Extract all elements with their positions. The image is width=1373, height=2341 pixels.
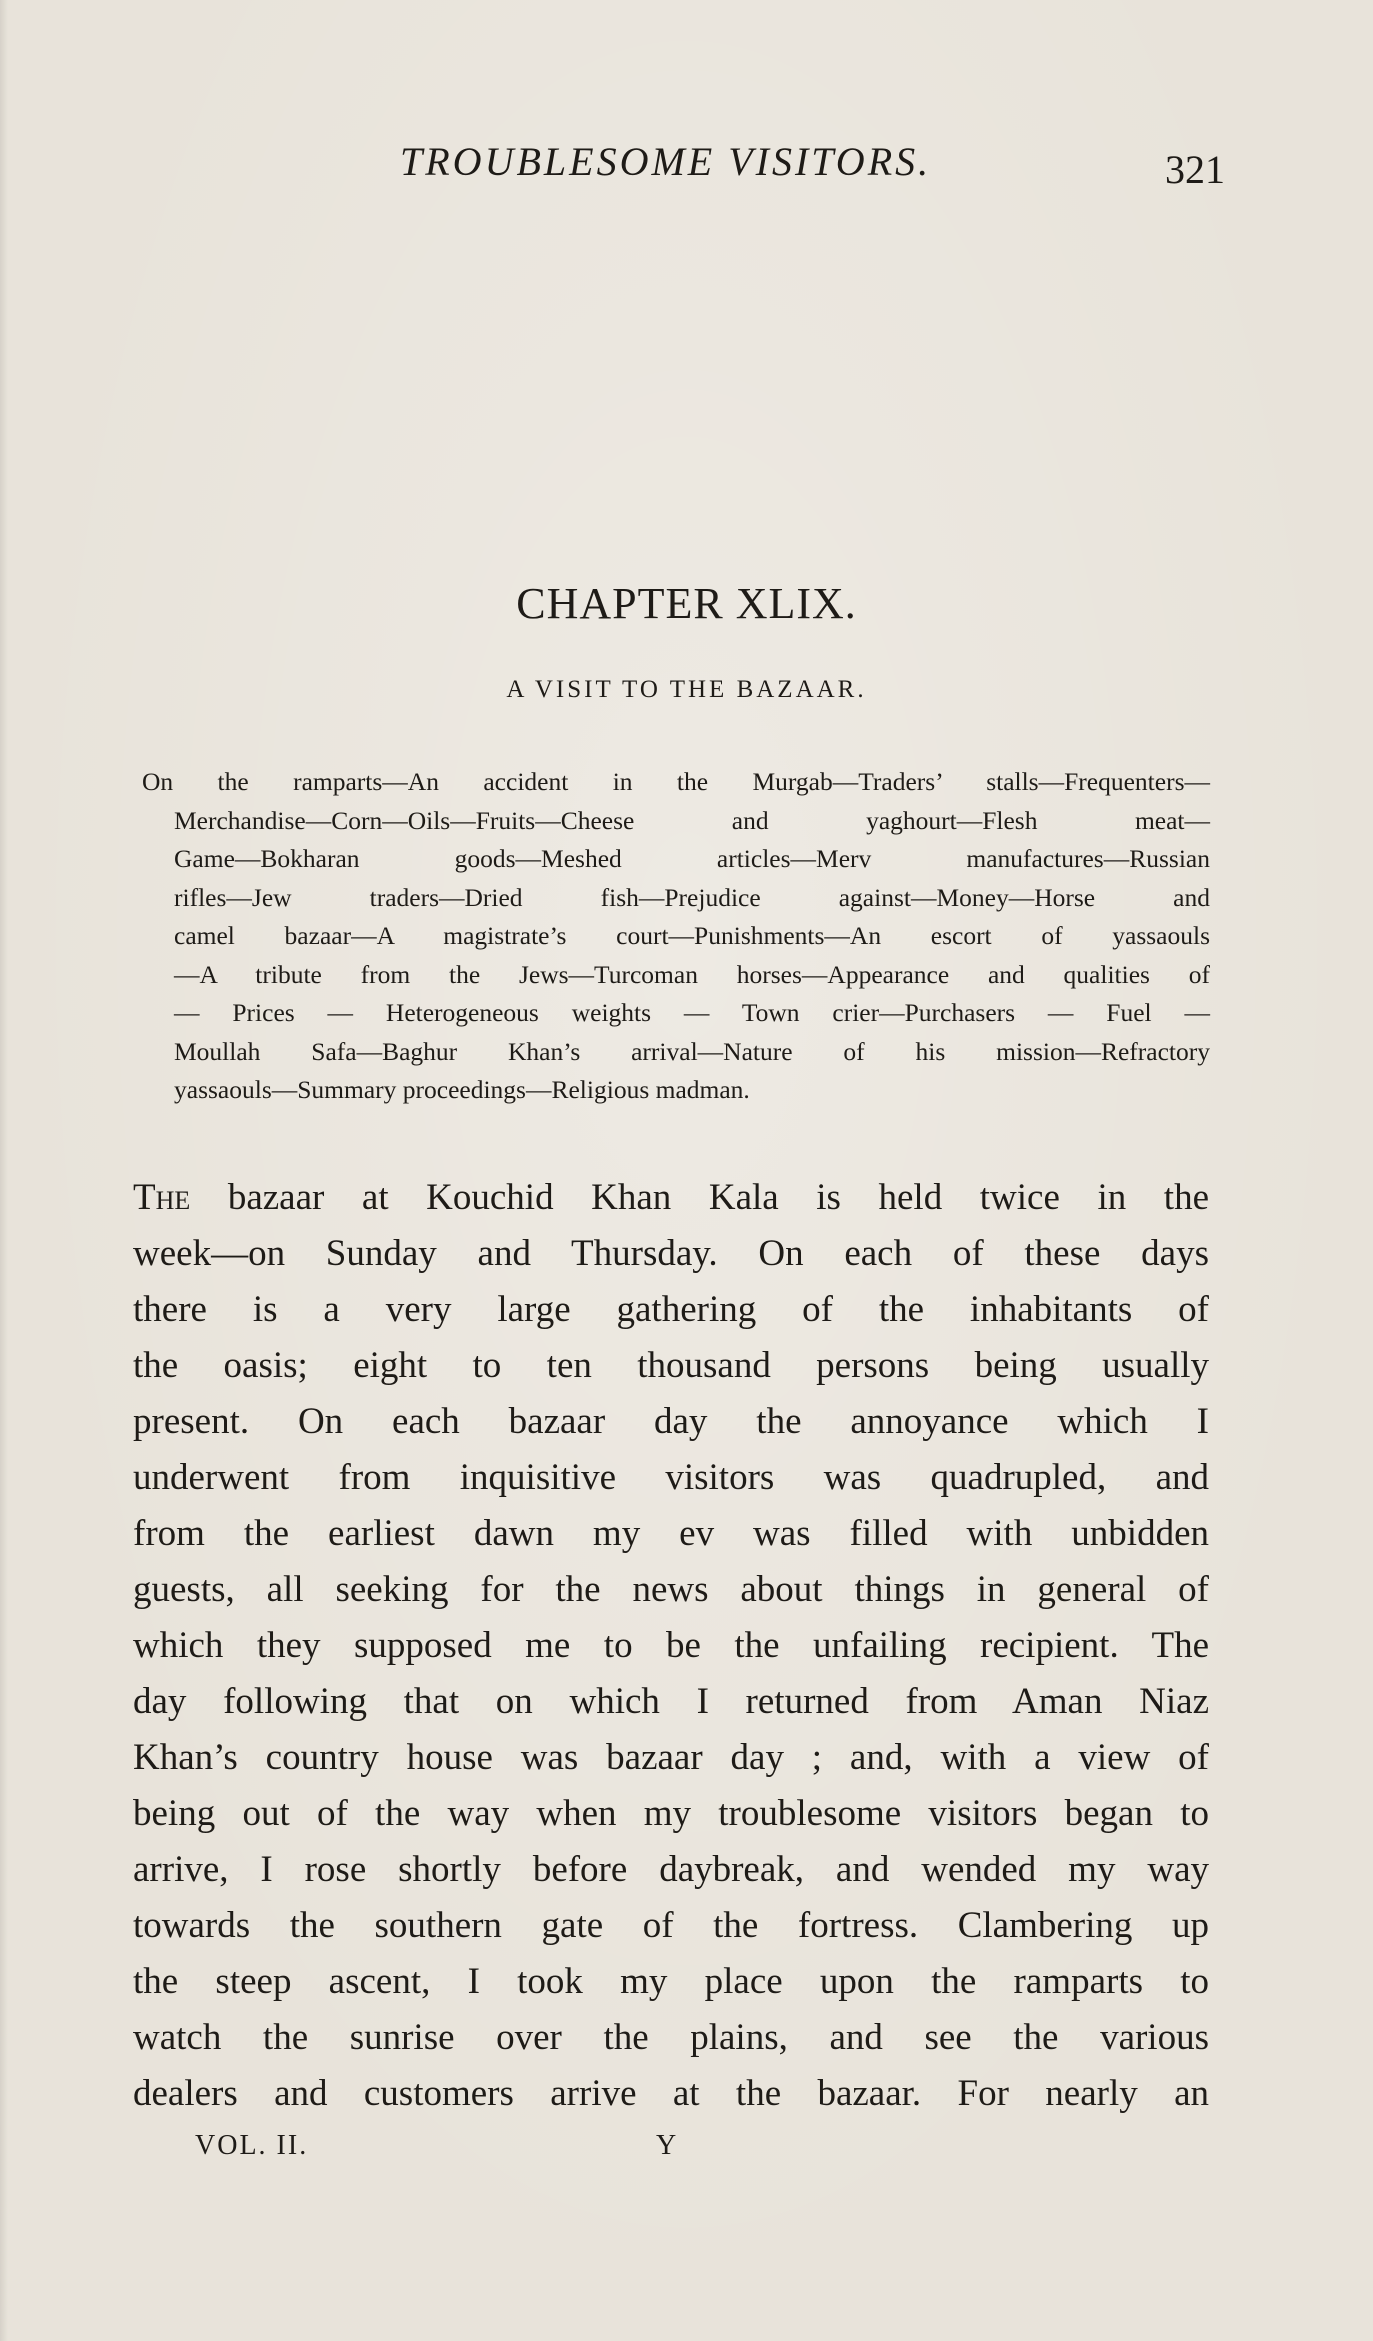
body-line: Khan’s country house was bazaar day ; and, with a view of xyxy=(133,1737,1209,1778)
synopsis-line: rifles—Jew traders—Dried fish—Prejudice against—Money—Horse and xyxy=(174,882,1210,912)
synopsis-line: Merchandise—Corn—Oils—Fruits—Cheese and yaghourt—Flesh meat— xyxy=(174,805,1210,835)
body-line: dealers and customers arrive at the bazaar. For nearly an xyxy=(133,2073,1209,2114)
synopsis-line: yassaouls—Summary proceedings—Religious madman. xyxy=(174,1075,750,1104)
page-edge-shadow xyxy=(0,0,8,2341)
synopsis-line: Moullah Safa—Baghur Khan’s arrival—Nature of his mission—Refractory xyxy=(174,1036,1210,1066)
volume-mark: VOL. II. xyxy=(195,2130,309,2161)
body-line: there is a very large gathering of the inhabitants of xyxy=(133,1289,1209,1330)
chapter-title: CHAPTER XLIX. xyxy=(516,579,857,628)
body-line: week—on Sunday and Thursday. On each of these days xyxy=(133,1233,1209,1274)
synopsis-line: camel bazaar—A magistrate’s court—Punishments—An escort of yassaouls xyxy=(174,921,1210,950)
body-line: guests, all seeking for the news about things in general of xyxy=(133,1569,1209,1610)
chapter-subtitle: A VISIT TO THE BAZAAR. xyxy=(506,676,867,703)
body-line: the oasis; eight to ten thousand persons being usually xyxy=(133,1345,1209,1386)
body-line: arrive, I rose shortly before daybreak, and wended my way xyxy=(133,1849,1209,1890)
running-title: TROUBLESOME VISITORS. xyxy=(400,139,932,184)
body-line: underwent from inquisitive visitors was quadrupled, and xyxy=(133,1457,1209,1498)
body-line: present. On each bazaar day the annoyance which I xyxy=(133,1401,1209,1442)
body-line: which they supposed me to be the unfailing recipient. The xyxy=(133,1625,1209,1666)
body-line: day following that on which I returned from Aman Niaz xyxy=(133,1681,1209,1722)
synopsis-line: —A tribute from the Jews—Turcoman horses—Appearance and qualities of xyxy=(174,959,1210,989)
synopsis-line: — Prices — Heterogeneous weights — Town crier—Purchasers — Fuel — xyxy=(174,998,1210,1027)
lead-word: The xyxy=(133,1177,191,1218)
first-line-text: bazaar at Kouchid Khan Kala is held twice in the xyxy=(190,1177,1209,1218)
page-number: 321 xyxy=(1165,147,1225,192)
body-line: the steep ascent, I took my place upon the ramparts to xyxy=(133,1961,1209,2002)
body-line: watch the sunrise over the plains, and see the various xyxy=(133,2017,1209,2058)
signature-mark: Y xyxy=(656,2130,677,2161)
chapter-synopsis xyxy=(142,763,1210,1110)
synopsis-line: On the ramparts—An accident in the Murgab—Traders’ stalls—Frequenters— xyxy=(142,767,1210,796)
synopsis-line: Game—Bokharan goods—Meshed articles—Merv manufactures—Russian xyxy=(174,844,1210,873)
body-line xyxy=(133,1170,1209,1226)
body-line: being out of the way when my troublesome visitors began to xyxy=(133,1793,1209,1834)
body-line: from the earliest dawn my ev was filled with unbidden xyxy=(133,1513,1209,1554)
body-paragraph xyxy=(133,1170,1209,2122)
body-line: towards the southern gate of the fortress. Clambering up xyxy=(133,1905,1209,1946)
